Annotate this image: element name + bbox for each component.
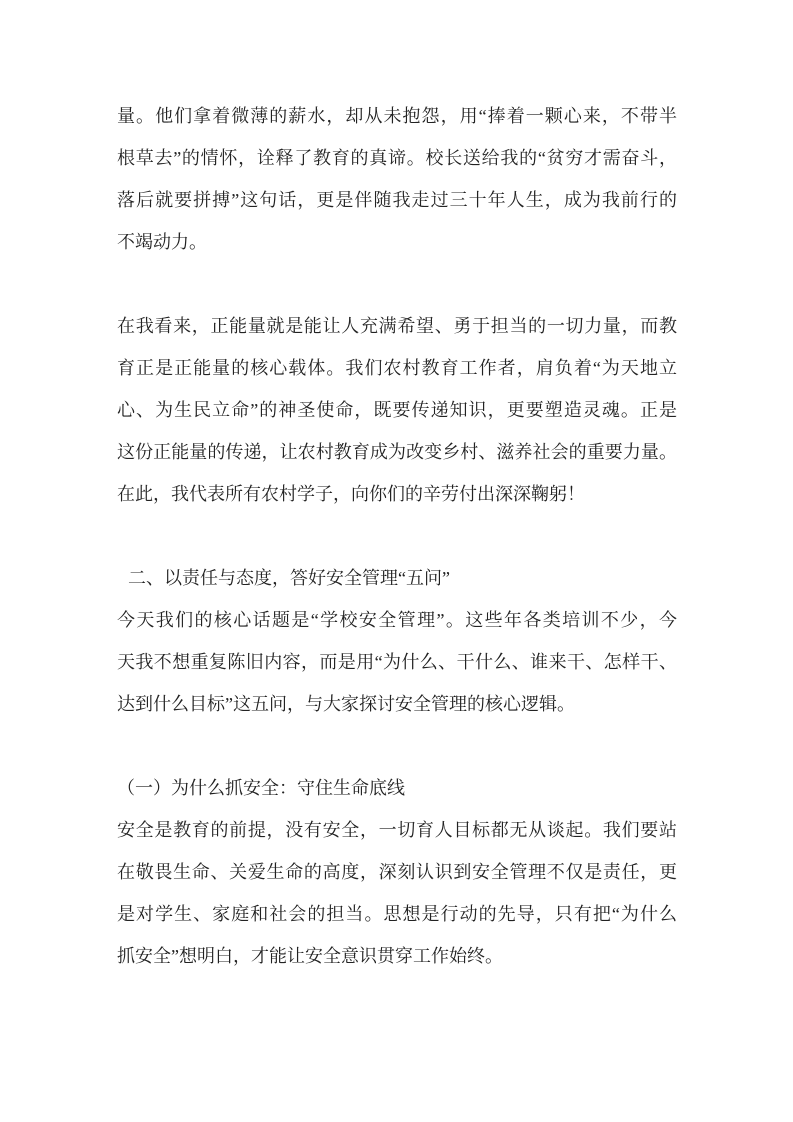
- text-line: 今天我们的核心话题是“学校安全管理”。这些年各类培训不少，今: [117, 610, 677, 630]
- text-line: 达到什么目标”这五问，与大家探讨安全管理的核心逻辑。: [117, 694, 575, 714]
- paragraph-spacer: [117, 725, 677, 767]
- text-line: 天我不想重复陈旧内容，而是用“为什么、干什么、谁来干、怎样干、: [117, 652, 677, 672]
- text-line: 育正是正能量的核心载体。我们农村教育工作者，肩负着“为天地立: [117, 358, 677, 378]
- text-line: 在敬畏生命、关爱生命的高度，深刻认识到安全管理不仅是责任，更: [117, 862, 677, 882]
- text-line: 心、为生民立命”的神圣使命，既要传递知识，更要塑造灵魂。正是: [117, 400, 677, 420]
- text-line: 这份正能量的传递，让农村教育成为改变乡村、滋养社会的重要力量。: [117, 442, 677, 462]
- text-line: 安全是教育的前提，没有安全，一切育人目标都无从谈起。我们要站: [117, 820, 677, 840]
- text-line: 落后就要拼搏”这句话，更是伴随我走过三十年人生，成为我前行的: [117, 190, 677, 210]
- document-body: [117, 95, 677, 977]
- text-line: 抓安全”想明白，才能让安全意识贯穿工作始终。: [117, 946, 503, 966]
- paragraph-spacer: [117, 263, 677, 305]
- paragraph-why-safety: [117, 809, 677, 977]
- text-line: 不竭动力。: [117, 232, 207, 252]
- paragraph-positive-energy: [117, 305, 677, 515]
- text-line: 是对学生、家庭和社会的担当。思想是行动的先导，只有把“为什么: [117, 904, 677, 924]
- paragraph-five-questions: [117, 599, 677, 725]
- text-line: 量。他们拿着微薄的薪水，却从未抱怨，用“捧着一颗心来，不带半: [117, 106, 677, 126]
- text-line: 在我看来，正能量就是能让人充满希望、勇于担当的一切力量，而教: [117, 316, 677, 336]
- text-line: 根草去”的情怀，诠释了教育的真谛。校长送给我的“贫穷才需奋斗，: [117, 148, 677, 168]
- paragraph-spacer: [117, 515, 677, 557]
- text-line: 在此，我代表所有农村学子，向你们的辛劳付出深深鞠躬！: [117, 484, 585, 504]
- section-heading-two: 二、以责任与态度，答好安全管理“五问”: [128, 568, 450, 588]
- subsection-heading-why-safety: （一）为什么抓安全：守住生命底线: [117, 778, 405, 798]
- paragraph-teachers-tribute: [117, 95, 677, 263]
